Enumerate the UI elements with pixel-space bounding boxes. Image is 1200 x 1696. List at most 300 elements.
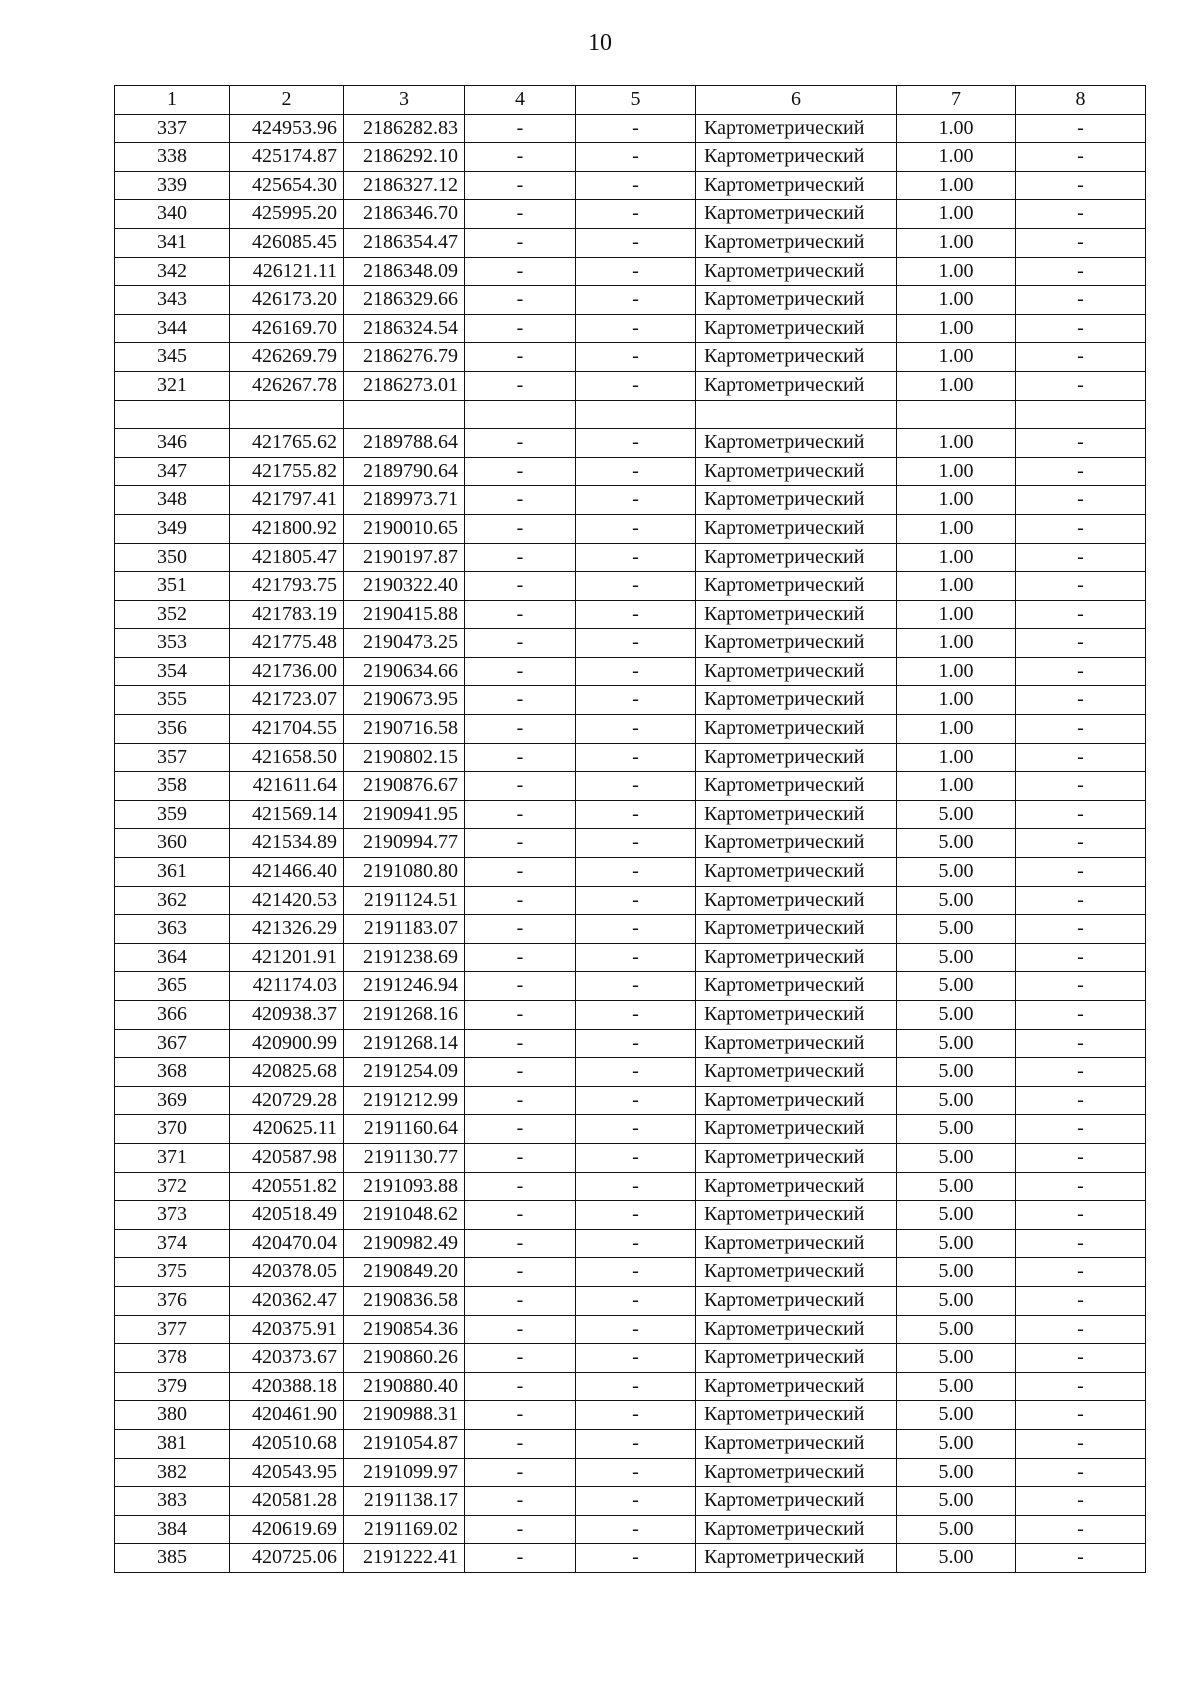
table-cell: 373 <box>115 1201 230 1230</box>
table-cell: - <box>465 1544 576 1573</box>
table-cell: - <box>465 772 576 801</box>
table-cell: - <box>576 171 696 200</box>
table-cell: - <box>576 743 696 772</box>
table-cell: 2189790.64 <box>344 457 465 486</box>
table-cell: 5.00 <box>897 1229 1016 1258</box>
table-cell: 421755.82 <box>230 457 344 486</box>
table-cell: - <box>465 1429 576 1458</box>
table-cell: 420388.18 <box>230 1372 344 1401</box>
table-cell: 2190634.66 <box>344 657 465 686</box>
table-cell: - <box>465 314 576 343</box>
table-row <box>115 371 1146 400</box>
table-cell: 421326.29 <box>230 915 344 944</box>
table-cell: - <box>465 228 576 257</box>
table-row <box>115 915 1146 944</box>
table-header-row <box>115 86 1146 115</box>
table-cell: - <box>1016 915 1146 944</box>
table-cell: Картометрический <box>696 1172 897 1201</box>
table-cell: Картометрический <box>696 514 897 543</box>
table-cell: 1.00 <box>897 715 1016 744</box>
table-cell: 421569.14 <box>230 800 344 829</box>
table-cell: 5.00 <box>897 858 1016 887</box>
table-cell: - <box>1016 371 1146 400</box>
table-cell: - <box>1016 600 1146 629</box>
table-cell: Картометрический <box>696 314 897 343</box>
table-cell: Картометрический <box>696 1487 897 1516</box>
table-row <box>115 1201 1146 1230</box>
table-cell: 5.00 <box>897 1058 1016 1087</box>
table-cell: - <box>1016 171 1146 200</box>
table-cell: 420825.68 <box>230 1058 344 1087</box>
table-row <box>115 1487 1146 1516</box>
table-cell: 2190716.58 <box>344 715 465 744</box>
table-cell: - <box>1016 1286 1146 1315</box>
table-cell: Картометрический <box>696 886 897 915</box>
table-cell: 1.00 <box>897 743 1016 772</box>
table-cell: 1.00 <box>897 486 1016 515</box>
column-header: 1 <box>115 86 230 115</box>
table-cell: 5.00 <box>897 1001 1016 1030</box>
table-cell: 372 <box>115 1172 230 1201</box>
table-cell: - <box>576 1458 696 1487</box>
table-cell: 343 <box>115 286 230 315</box>
table-cell: 2191246.94 <box>344 972 465 1001</box>
table-cell: 339 <box>115 171 230 200</box>
table-cell: - <box>576 1401 696 1430</box>
table-cell: - <box>465 1001 576 1030</box>
table-cell: - <box>465 915 576 944</box>
table-cell: Картометрический <box>696 772 897 801</box>
table-cell: 420725.06 <box>230 1544 344 1573</box>
table-cell: - <box>576 228 696 257</box>
table-cell: - <box>1016 457 1146 486</box>
table-cell: Картометрический <box>696 114 897 143</box>
table-row <box>115 1429 1146 1458</box>
table-cell: 2191183.07 <box>344 915 465 944</box>
table-cell: 374 <box>115 1229 230 1258</box>
table-cell: - <box>576 1172 696 1201</box>
table-cell: Картометрический <box>696 972 897 1001</box>
table-cell: 421797.41 <box>230 486 344 515</box>
table-cell: Картометрический <box>696 1086 897 1115</box>
table-cell: 352 <box>115 600 230 629</box>
table-cell: 5.00 <box>897 1544 1016 1573</box>
table-cell: 420729.28 <box>230 1086 344 1115</box>
table-cell: - <box>465 486 576 515</box>
table-cell: Картометрический <box>696 858 897 887</box>
table-cell: 421736.00 <box>230 657 344 686</box>
table-cell: Картометрический <box>696 915 897 944</box>
table-cell: 361 <box>115 858 230 887</box>
table-cell: 2190988.31 <box>344 1401 465 1430</box>
table-cell: 5.00 <box>897 972 1016 1001</box>
table-cell: Картометрический <box>696 200 897 229</box>
table-cell: - <box>465 1201 576 1230</box>
table-cell: Картометрический <box>696 600 897 629</box>
table-row <box>115 286 1146 315</box>
table-cell: - <box>1016 1229 1146 1258</box>
table-cell: 337 <box>115 114 230 143</box>
table-cell: 420619.69 <box>230 1515 344 1544</box>
table-cell: - <box>576 1258 696 1287</box>
table-cell: - <box>1016 1315 1146 1344</box>
table-cell <box>465 400 576 429</box>
table-cell: 1.00 <box>897 257 1016 286</box>
table-cell: 2190322.40 <box>344 572 465 601</box>
table-cell: 1.00 <box>897 657 1016 686</box>
table-cell: 420551.82 <box>230 1172 344 1201</box>
table-cell: 385 <box>115 1544 230 1573</box>
table-cell: 2191212.99 <box>344 1086 465 1115</box>
table-cell: - <box>576 457 696 486</box>
table-cell: 420461.90 <box>230 1401 344 1430</box>
table-cell: 420518.49 <box>230 1201 344 1230</box>
table-cell: 420543.95 <box>230 1458 344 1487</box>
table-cell: 321 <box>115 371 230 400</box>
column-header: 7 <box>897 86 1016 115</box>
table-cell: - <box>1016 1544 1146 1573</box>
table-cell: - <box>465 343 576 372</box>
table-cell: 345 <box>115 343 230 372</box>
table-cell: 353 <box>115 629 230 658</box>
table-cell: 5.00 <box>897 1086 1016 1115</box>
table-cell: - <box>1016 1086 1146 1115</box>
table-row <box>115 486 1146 515</box>
table-cell: 420362.47 <box>230 1286 344 1315</box>
table-row <box>115 572 1146 601</box>
table-cell: 2186329.66 <box>344 286 465 315</box>
table-cell: 362 <box>115 886 230 915</box>
table-cell: 1.00 <box>897 514 1016 543</box>
table-cell: - <box>576 772 696 801</box>
table-cell: 2191160.64 <box>344 1115 465 1144</box>
table-row <box>115 1344 1146 1373</box>
table-cell: 5.00 <box>897 886 1016 915</box>
table-cell: 5.00 <box>897 1458 1016 1487</box>
table-cell: - <box>576 1001 696 1030</box>
table-cell <box>696 400 897 429</box>
table-cell: 348 <box>115 486 230 515</box>
table-cell: - <box>576 343 696 372</box>
table-cell: - <box>576 657 696 686</box>
table-row <box>115 543 1146 572</box>
table-cell: 341 <box>115 228 230 257</box>
table-cell: - <box>1016 1143 1146 1172</box>
table-cell: - <box>1016 286 1146 315</box>
table-cell: 2191124.51 <box>344 886 465 915</box>
table-cell: 1.00 <box>897 543 1016 572</box>
table-cell: 2190941.95 <box>344 800 465 829</box>
table-cell: 421783.19 <box>230 600 344 629</box>
table-row <box>115 600 1146 629</box>
table-cell: 2186348.09 <box>344 257 465 286</box>
table-cell: 426269.79 <box>230 343 344 372</box>
table-cell: 425654.30 <box>230 171 344 200</box>
table-cell: 359 <box>115 800 230 829</box>
table-cell: - <box>576 1429 696 1458</box>
table-cell: - <box>465 572 576 601</box>
table-cell: - <box>576 1515 696 1544</box>
table-cell: - <box>465 829 576 858</box>
table-cell: - <box>576 486 696 515</box>
table-cell: 375 <box>115 1258 230 1287</box>
table-cell: 346 <box>115 429 230 458</box>
table-cell: 368 <box>115 1058 230 1087</box>
table-cell: 1.00 <box>897 171 1016 200</box>
table-cell: 2186327.12 <box>344 171 465 200</box>
table-cell: - <box>465 972 576 1001</box>
table-cell: - <box>1016 1001 1146 1030</box>
table-separator-row <box>115 400 1146 429</box>
table-cell: 2191048.62 <box>344 1201 465 1230</box>
table-cell: - <box>576 686 696 715</box>
table-cell: - <box>465 543 576 572</box>
table-cell: 5.00 <box>897 1201 1016 1230</box>
table-cell: 5.00 <box>897 1315 1016 1344</box>
table-row <box>115 1001 1146 1030</box>
table-cell: 421174.03 <box>230 972 344 1001</box>
table-cell: - <box>1016 686 1146 715</box>
table-cell: 5.00 <box>897 943 1016 972</box>
table-cell: 2191268.16 <box>344 1001 465 1030</box>
table-row <box>115 829 1146 858</box>
table-cell: 2186324.54 <box>344 314 465 343</box>
table-row <box>115 1544 1146 1573</box>
table-cell: 2191099.97 <box>344 1458 465 1487</box>
table-cell: - <box>465 1029 576 1058</box>
table-cell: - <box>1016 143 1146 172</box>
table-row <box>115 858 1146 887</box>
table-cell: 421534.89 <box>230 829 344 858</box>
table-cell: Картометрический <box>696 486 897 515</box>
table-cell: 355 <box>115 686 230 715</box>
table-cell: - <box>576 1115 696 1144</box>
table-row <box>115 429 1146 458</box>
table-cell: 2186346.70 <box>344 200 465 229</box>
table-row <box>115 629 1146 658</box>
table-cell <box>897 400 1016 429</box>
table-cell: - <box>465 429 576 458</box>
table-cell: 370 <box>115 1115 230 1144</box>
table-cell: 421793.75 <box>230 572 344 601</box>
table-cell: - <box>1016 314 1146 343</box>
table-cell <box>115 400 230 429</box>
table-cell: - <box>465 1172 576 1201</box>
table-cell: - <box>576 972 696 1001</box>
table-cell: 5.00 <box>897 1401 1016 1430</box>
table-cell: 2191169.02 <box>344 1515 465 1544</box>
table-cell: 426173.20 <box>230 286 344 315</box>
table-row <box>115 1029 1146 1058</box>
table-cell: - <box>576 314 696 343</box>
table-cell: 1.00 <box>897 600 1016 629</box>
table-cell: - <box>576 371 696 400</box>
table-cell: 2190673.95 <box>344 686 465 715</box>
table-cell: - <box>465 114 576 143</box>
column-header: 6 <box>696 86 897 115</box>
table-cell: 421201.91 <box>230 943 344 972</box>
table-cell: 383 <box>115 1487 230 1516</box>
table-cell: Картометрический <box>696 1115 897 1144</box>
table-cell: 366 <box>115 1001 230 1030</box>
table-cell: 351 <box>115 572 230 601</box>
table-cell: - <box>576 286 696 315</box>
table-cell: 376 <box>115 1286 230 1315</box>
table-cell: 5.00 <box>897 1172 1016 1201</box>
table-cell: 2189973.71 <box>344 486 465 515</box>
table-cell: - <box>1016 657 1146 686</box>
table-row <box>115 743 1146 772</box>
table-cell: 2191080.80 <box>344 858 465 887</box>
table-cell: Картометрический <box>696 1401 897 1430</box>
table-cell: Картометрический <box>696 371 897 400</box>
table-cell: 1.00 <box>897 200 1016 229</box>
table-cell: 1.00 <box>897 429 1016 458</box>
table-cell: 2191093.88 <box>344 1172 465 1201</box>
table-cell: - <box>465 514 576 543</box>
table-cell: - <box>465 600 576 629</box>
table-cell: 2191130.77 <box>344 1143 465 1172</box>
table-cell: - <box>576 1344 696 1373</box>
table-cell: 5.00 <box>897 829 1016 858</box>
table-row <box>115 1086 1146 1115</box>
table-cell: - <box>465 715 576 744</box>
table-cell: 357 <box>115 743 230 772</box>
table-cell: 2191222.41 <box>344 1544 465 1573</box>
table-cell: - <box>576 1058 696 1087</box>
table-cell: - <box>1016 486 1146 515</box>
table-cell: Картометрический <box>696 1344 897 1373</box>
table-cell: 2190854.36 <box>344 1315 465 1344</box>
table-cell: 371 <box>115 1143 230 1172</box>
table-cell <box>344 400 465 429</box>
table-cell: - <box>465 257 576 286</box>
table-cell: 420510.68 <box>230 1429 344 1458</box>
table-cell: 426267.78 <box>230 371 344 400</box>
table-cell: 382 <box>115 1458 230 1487</box>
table-cell: - <box>465 629 576 658</box>
table-cell: 420470.04 <box>230 1229 344 1258</box>
table-cell: - <box>1016 429 1146 458</box>
table-row <box>115 1115 1146 1144</box>
table-cell: - <box>465 886 576 915</box>
table-row <box>115 257 1146 286</box>
table-cell: 425995.20 <box>230 200 344 229</box>
table-cell: 5.00 <box>897 1515 1016 1544</box>
coordinates-table <box>114 85 1146 1573</box>
table-cell: 421658.50 <box>230 743 344 772</box>
table-cell: Картометрический <box>696 1458 897 1487</box>
table-cell: 1.00 <box>897 371 1016 400</box>
table-cell: 367 <box>115 1029 230 1058</box>
table-row <box>115 1458 1146 1487</box>
table-cell: - <box>465 1086 576 1115</box>
table-cell: 420373.67 <box>230 1344 344 1373</box>
table-cell: Картометрический <box>696 1286 897 1315</box>
table-cell: - <box>576 1086 696 1115</box>
table-cell: Картометрический <box>696 429 897 458</box>
table-cell: - <box>465 1515 576 1544</box>
table-cell: - <box>465 200 576 229</box>
table-cell: 1.00 <box>897 343 1016 372</box>
table-row <box>115 200 1146 229</box>
table-cell: 354 <box>115 657 230 686</box>
table-cell: - <box>576 257 696 286</box>
table-cell: Картометрический <box>696 657 897 686</box>
table-cell <box>576 400 696 429</box>
table-cell: - <box>465 286 576 315</box>
table-cell: Картометрический <box>696 829 897 858</box>
table-cell: 2186354.47 <box>344 228 465 257</box>
table-cell: - <box>576 1487 696 1516</box>
table-cell: 420581.28 <box>230 1487 344 1516</box>
table-cell: - <box>465 858 576 887</box>
table-cell: - <box>576 200 696 229</box>
table-cell: 342 <box>115 257 230 286</box>
table-cell: 1.00 <box>897 772 1016 801</box>
table-cell: - <box>576 858 696 887</box>
table-cell: Картометрический <box>696 457 897 486</box>
table-cell: 1.00 <box>897 629 1016 658</box>
table-cell: 420587.98 <box>230 1143 344 1172</box>
table-cell: 2190982.49 <box>344 1229 465 1258</box>
table-cell: 1.00 <box>897 457 1016 486</box>
table-cell: Картометрический <box>696 1001 897 1030</box>
table-cell: 1.00 <box>897 314 1016 343</box>
table-cell: 2186292.10 <box>344 143 465 172</box>
table-row <box>115 1315 1146 1344</box>
table-cell: 2186273.01 <box>344 371 465 400</box>
table-cell: 1.00 <box>897 286 1016 315</box>
table-cell: 426169.70 <box>230 314 344 343</box>
table-cell: Картометрический <box>696 143 897 172</box>
table-cell: - <box>1016 228 1146 257</box>
column-header: 3 <box>344 86 465 115</box>
table-cell: 425174.87 <box>230 143 344 172</box>
table-cell: - <box>465 1286 576 1315</box>
table-row <box>115 886 1146 915</box>
table-cell: - <box>465 1401 576 1430</box>
table-row <box>115 143 1146 172</box>
table-cell: 5.00 <box>897 1487 1016 1516</box>
table-cell: 421805.47 <box>230 543 344 572</box>
table-cell: Картометрический <box>696 1515 897 1544</box>
table-cell: - <box>576 1143 696 1172</box>
table-cell: - <box>576 572 696 601</box>
table-cell: 420938.37 <box>230 1001 344 1030</box>
table-cell: - <box>1016 800 1146 829</box>
table-cell: - <box>576 886 696 915</box>
table-cell: - <box>465 1229 576 1258</box>
table-cell: - <box>465 1487 576 1516</box>
table-cell: - <box>576 1201 696 1230</box>
table-cell: 421765.62 <box>230 429 344 458</box>
table-cell: - <box>1016 514 1146 543</box>
table-row <box>115 1286 1146 1315</box>
table-cell: 2190473.25 <box>344 629 465 658</box>
table-cell: - <box>465 1143 576 1172</box>
table-cell: 338 <box>115 143 230 172</box>
table-cell: - <box>1016 1429 1146 1458</box>
table-cell: 424953.96 <box>230 114 344 143</box>
table-cell <box>1016 400 1146 429</box>
table-cell: - <box>1016 1029 1146 1058</box>
table-cell: Картометрический <box>696 286 897 315</box>
table-row <box>115 343 1146 372</box>
table-row <box>115 686 1146 715</box>
table-cell: 5.00 <box>897 1143 1016 1172</box>
table-cell: 5.00 <box>897 1258 1016 1287</box>
